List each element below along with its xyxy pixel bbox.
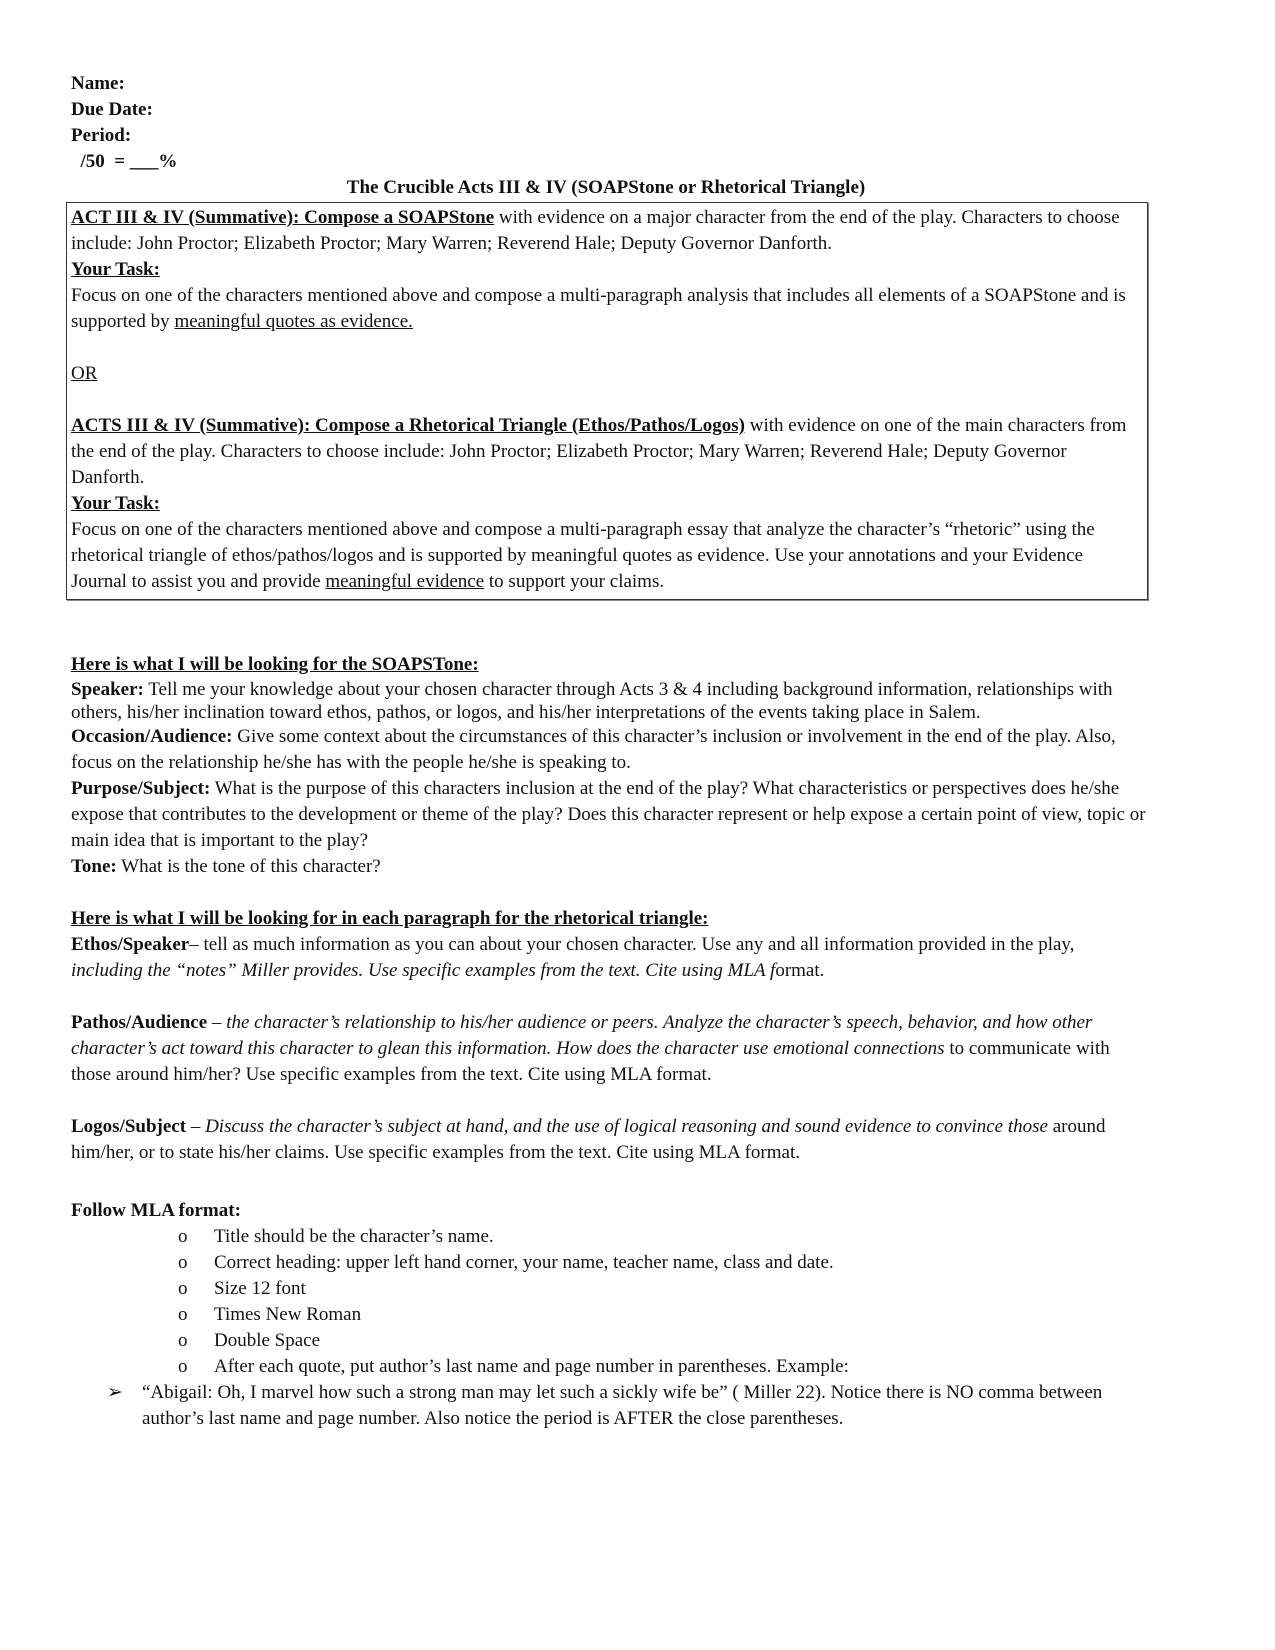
mla-list: [71, 1224, 1146, 1380]
option-text: with evidence on one of the main characters from the end of the play. Characters to choose include: John Proctor; Elizabeth Proctor; Mary Warren; Reverend Hale; Deputy Governor Danforth.: [71, 415, 1127, 488]
mla-example: [71, 1380, 1146, 1432]
tone-item: [71, 854, 1146, 880]
criteria-section: [71, 652, 1146, 1432]
period-label: Period:: [71, 125, 132, 146]
item-label: Tone:: [71, 856, 117, 877]
task-end: to support your claims.: [484, 571, 665, 592]
task-body: Focus on one of the characters mentioned above and compose a multi-paragraph analysis that includes all elements of a SOAPStone and is supported by: [71, 285, 1126, 332]
task-emphasis: meaningful evidence: [325, 571, 485, 592]
item-label: Pathos/Audience: [71, 1012, 208, 1033]
mla-item: o After each quote, put author’s last name and page number in parentheses. Example:: [178, 1354, 1146, 1380]
mla-item: o Correct heading: upper left hand corner, your name, teacher name, class and date.: [178, 1250, 1146, 1276]
item-text: – tell as much information as you can about your chosen character. Use any and all information provided in the play,: [189, 934, 1075, 955]
document-title: The Crucible Acts III & IV (SOAPStone or Rhetorical Triangle): [346, 177, 866, 198]
task-label: Your Task:: [71, 493, 160, 514]
rhetorical-heading: Here is what I will be looking for in each paragraph for the rhetorical triangle:: [71, 908, 709, 929]
item-end: to communicate with those around him/her? Use specific examples from the text. Cite using MLA format.: [71, 1038, 1110, 1085]
item-end: ormat.: [775, 960, 825, 981]
item-italic: the character’s relationship to his/her audience or peers. Analyze the character’s speech, behavior, and how other character’s act toward this character to glean this information. How does the character use emotional connections: [71, 1012, 1093, 1059]
or-separator: OR: [71, 363, 98, 384]
task-body: Focus on one of the characters mentioned above and compose a multi-paragraph essay that analyze the character’s “rhetoric” using the rhetorical triangle of ethos/pathos/logos and is supported by meaningful quotes as evidence. Use your annotations and your Evidence Journal to assist you and provide: [71, 519, 1095, 592]
mla-item: o Times New Roman: [178, 1302, 1146, 1328]
arrow-bullet-icon: ➢: [107, 1382, 123, 1403]
mla-heading: Follow MLA format:: [71, 1200, 241, 1221]
item-dash: –: [186, 1116, 206, 1137]
due-date-label: Due Date:: [71, 99, 153, 120]
example-text: “Abigail: Oh, I marvel how such a strong man may let such a sickly wife be” ( Miller 22). Notice there is NO comma between author’s last name and page number. Also notice the period is AFTER the close parentheses.: [142, 1382, 1103, 1429]
task-text: [71, 283, 1143, 335]
purpose-item: [71, 776, 1146, 854]
item-italic: including the “notes” Miller provides. Use specific examples from the text. Cite using MLA f: [71, 960, 776, 981]
item-end: around him/her, or to state his/her claims. Use specific examples from the text. Cite using MLA format.: [71, 1116, 1106, 1163]
student-header: [71, 71, 177, 175]
item-label: Occasion/Audience:: [71, 726, 233, 747]
score-label: /50 = ___%: [71, 151, 178, 172]
assignment-box: [66, 202, 1148, 600]
item-label: Speaker:: [71, 679, 144, 700]
item-label: Purpose/Subject:: [71, 778, 211, 799]
task-text: [71, 517, 1143, 595]
option-heading: ACT III & IV (Summative): Compose a SOAPStone: [71, 207, 495, 228]
mla-item: o Double Space: [178, 1328, 1146, 1354]
soapstone-heading: Here is what I will be looking for the SOAPSTone:: [71, 654, 479, 675]
item-text: What is the tone of this character?: [116, 856, 381, 877]
task-emphasis: meaningful quotes as evidence.: [174, 311, 413, 332]
item-label: Ethos/Speaker: [71, 934, 190, 955]
ethos-item: [71, 932, 1146, 984]
item-text: Tell me your knowledge about your chosen character through Acts 3 & 4 including background information, relationships with others, his/her inclination toward ethos, pathos, or logos, and his/her interpretations of the events taking place in Salem.: [71, 679, 1113, 723]
option-rhetorical-triangle: [71, 413, 1143, 491]
mla-item: o Size 12 font: [178, 1276, 1146, 1302]
option-text: with evidence on a major character from the end of the play. Characters to choose include: John Proctor; Elizabeth Proctor; Mary Warren; Reverend Hale; Deputy Governor Danforth.: [71, 207, 1120, 254]
task-label: Your Task:: [71, 259, 160, 280]
item-label: Logos/Subject: [71, 1116, 187, 1137]
item-dash: –: [207, 1012, 227, 1033]
item-text: What is the purpose of this characters inclusion at the end of the play? What characteristics or perspectives does he/she expose that contributes to the development or theme of the play? Does this character represent or help expose a certain point of view, topic or main idea that is important to the play?: [71, 778, 1146, 851]
speaker-item: [71, 678, 1146, 724]
item-text: Give some context about the circumstances of this character’s inclusion or involvement in the end of the play. Also, focus on the relationship he/she has with the people he/she is speaking to.: [71, 726, 1116, 773]
option-soapstone: [71, 205, 1143, 257]
item-italic: Discuss the character’s subject at hand, and the use of logical reasoning and sound evidence to convince those: [205, 1116, 1048, 1137]
occasion-item: [71, 724, 1146, 776]
logos-item: [71, 1114, 1146, 1166]
pathos-item: [71, 1010, 1146, 1088]
name-label: Name:: [71, 73, 125, 94]
mla-item: o Title should be the character’s name.: [178, 1224, 1146, 1250]
option-heading: ACTS III & IV (Summative): Compose a Rhetorical Triangle (Ethos/Pathos/Logos): [71, 415, 745, 436]
